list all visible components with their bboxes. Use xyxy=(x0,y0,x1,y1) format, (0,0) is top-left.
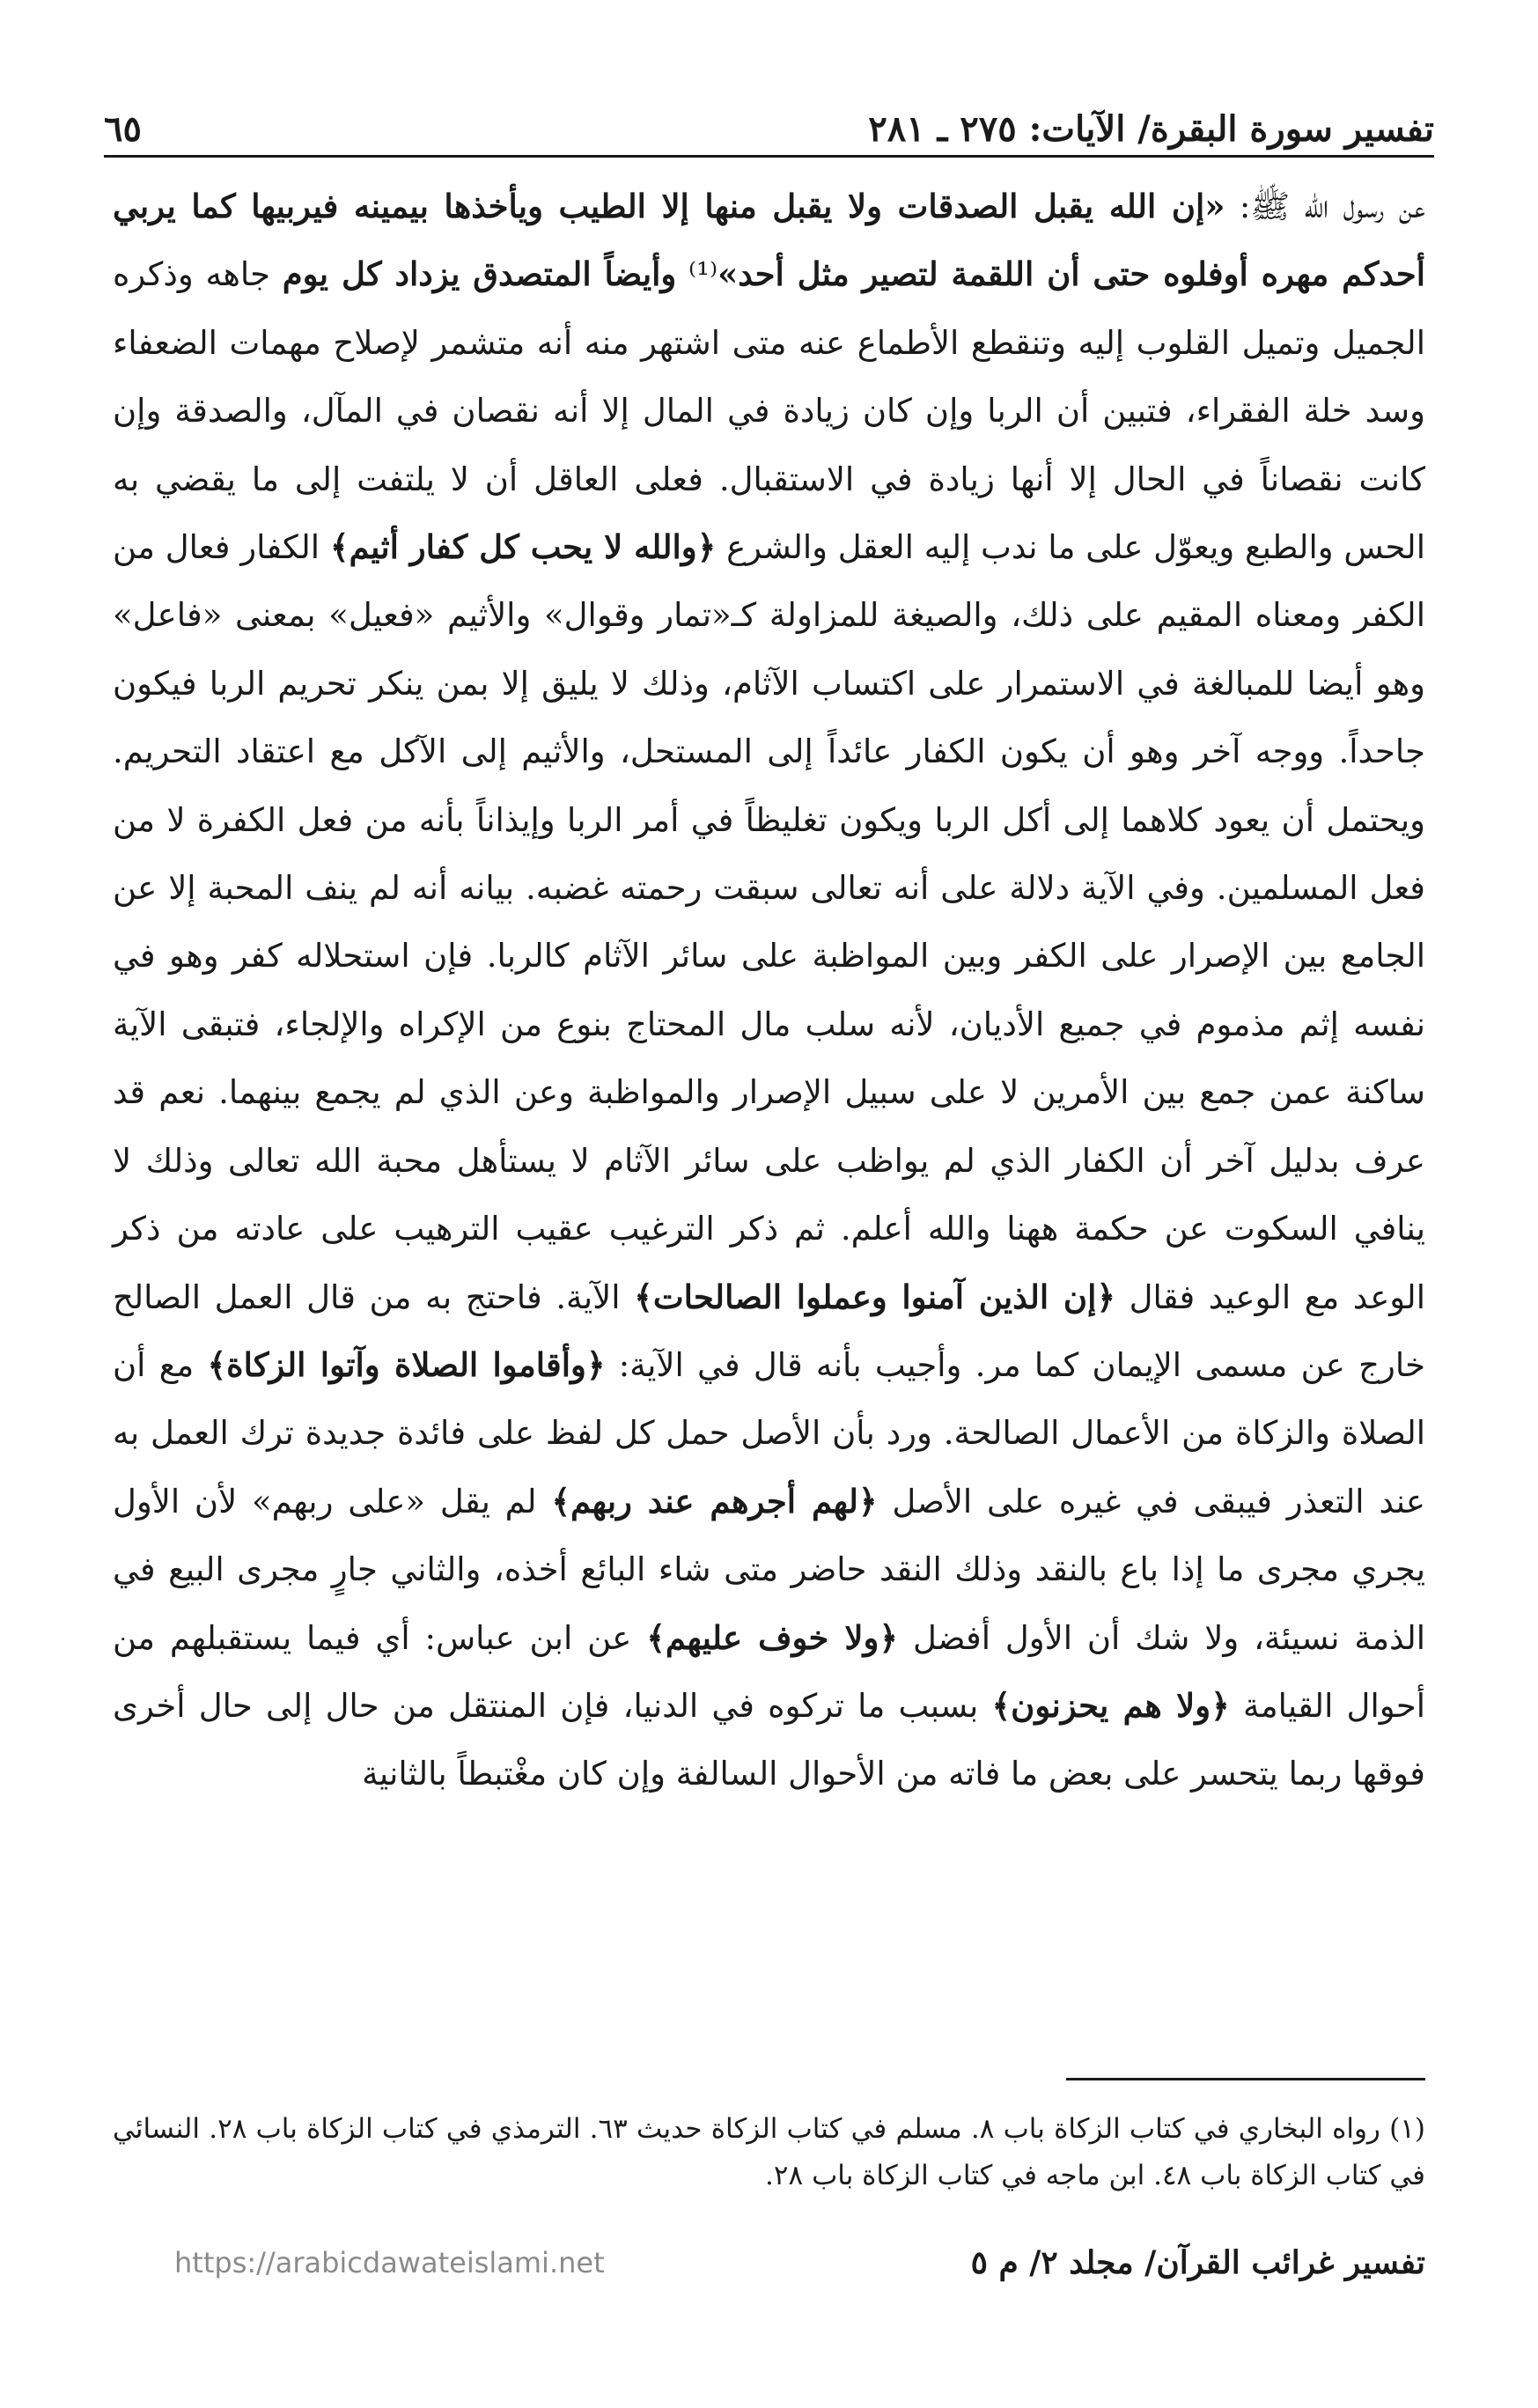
page-number: ٦٥ xyxy=(104,108,142,150)
text-run: مع أن الصلاة والزكاة من الأعمال الصالحة. ورد بأن الأصل حمل كل لفظ على فائدة جديدة ترك العمل به عند التعذر فيبقى في غيره على الأصل xyxy=(113,1345,1426,1521)
volume-signature: تفسير غرائب القرآن/ مجلد ٢/ م ٥ xyxy=(970,2244,1425,2281)
body-text xyxy=(113,173,1425,1808)
watermark-url: https://arabicdawateislami.net xyxy=(174,2246,605,2279)
footnotes xyxy=(113,2106,1425,2199)
running-head xyxy=(104,88,1434,150)
hadith-quote: «إن الله يقبل الصدقات ولا يقبل منها إلا الطيب ويأخذها بيمينه فيربيها كما يربي أحدكم مهره أوفلوه حتى أن اللقمة لتصير مثل أحد» xyxy=(113,187,1425,294)
quran-quote: ﴿ولا هم يحزنون﴾ xyxy=(991,1685,1230,1725)
footnote-reference: ⁽¹⁾ xyxy=(676,255,718,294)
body-paragraph xyxy=(113,173,1425,1808)
text-run: عن ابن عباس: أي فيما يستقبلهم من أحوال القيامة xyxy=(113,1618,1425,1725)
text-run: الكفار فعال من الكفر ومعناه المقيم على ذلك، والصيغة للمزاولة كـ«تمار وقوال» والأثيم «فعيل» بمعنى «فاعل» وهو أيضا للمبالغة في الاستمرار على اكتساب الآثام، وذلك لا يليق إلا بمن ينكر تحريم الربا فيكون جاحداً. ووجه آخر وهو أن يكون الكفار عائداً إلى المستحل، والأثيم إلى الآكل مع اعتقاد التحريم. ويحتمل أن يعود كلاهما إلى أكل الربا ويكون تغليظاً في أمر الربا وإيذاناً بأنه من فعل الكفرة لا من فعل المسلمين. وفي الآية دلالة على أنه تعالى سبقت رحمته غضبه. بيانه أنه لم ينف المحبة إلا عن الجامع بين الإصرار على الكفر وبين المواظبة على سائر الآثام كالربا. فإن استحلاله كفر وهو في نفسه إثم مذموم في جميع الأديان، لأنه سلب مال المحتاج بنوع من الإكراه والإلجاء، فتبقى الآية ساكنة عمن جمع بين الأمرين لا على سبيل الإصرار والمواظبة وعن الذي لم يجمع بينهما. نعم قد عرف بدليل آخر أن الكفار الذي لم يواظب على سائر الآثام لا يستأهل محبة الله تعالى وذلك لا ينافي السكوت عن حكمة ههنا والله أعلم. ثم ذكر الترغيب عقيب الترهيب على عادته من ذكر الوعد مع الوعيد فقال xyxy=(113,528,1425,1316)
quran-quote: ﴿وأقاموا الصلاة وآتوا الزكاة﴾ xyxy=(207,1344,606,1384)
text-run: بسبب ما تركوه في الدنيا، فإن المنتقل من حال إلى حال أخرى فوقها ربما يتحسر على بعض ما فاته من الأحوال السالفة وإن كان مغْتبطاً بالثانية xyxy=(113,1686,1425,1793)
footnote-text: (١) رواه البخاري في كتاب الزكاة باب ٨. مسلم في كتاب الزكاة حديث ٦٣. الترمذي في كتاب الزكاة باب ٢٨. النسائي في كتاب الزكاة باب ٤٨. ابن ماجه في كتاب الزكاة باب ٢٨. xyxy=(113,2113,1425,2191)
emphasis-phrase: وأيضاً المتصدق يزداد كل يوم xyxy=(282,254,677,294)
text-run: جاهه وذكره الجميل وتميل القلوب إليه وتنقطع الأطماع عنه متى اشتهر منه أنه متشمر لإصلاح مهمات الضعفاء وسد خلة الفقراء، فتبين أن الربا وإن كان زيادة في المال إلا أنه نقصان في المآل، والصدقة وإن كانت نقصاناً في الحال إلا أنها زيادة في الاستقبال. فعلى العاقل أن لا يلتفت إلى ما يقضي به الحس والطبع ويعوّل على ما ندب إليه العقل والشرع xyxy=(113,255,1425,567)
footnote-divider xyxy=(1066,2078,1425,2080)
page-footer xyxy=(113,2241,1425,2285)
quran-quote: ﴿لهم أجرهم عند ربهم﴾ xyxy=(551,1481,878,1521)
text-run: لم يقل «على ربهم» لأن الأول يجري مجرى ما إذا باع بالنقد وذلك النقد حاضر متى شاء البائع أخذه، والثاني جارٍ مجرى البيع في الذمة نسيئة، ولا شك أن الأول أفضل xyxy=(113,1482,1426,1657)
quran-quote: ﴿إن الذين آمنوا وعملوا الصالحات﴾ xyxy=(634,1277,1116,1316)
quran-quote: ﴿ولا خوف عليهم﴾ xyxy=(646,1617,899,1657)
page-header-title: تفسير سورة البقرة/ الآيات: ٢٧٥ ـ ٢٨١ xyxy=(868,108,1434,150)
quran-quote: ﴿والله لا يحب كل كفار أثيم﴾ xyxy=(329,527,717,567)
text-run: الآية. فاحتج به من قال العمل الصالح خارج عن مسمى الإيمان كما مر. وأجيب بأنه قال في الآية: xyxy=(113,1278,1425,1384)
header-divider xyxy=(104,155,1434,158)
text-run: عن رسول الله ﷺ: xyxy=(1225,188,1425,225)
